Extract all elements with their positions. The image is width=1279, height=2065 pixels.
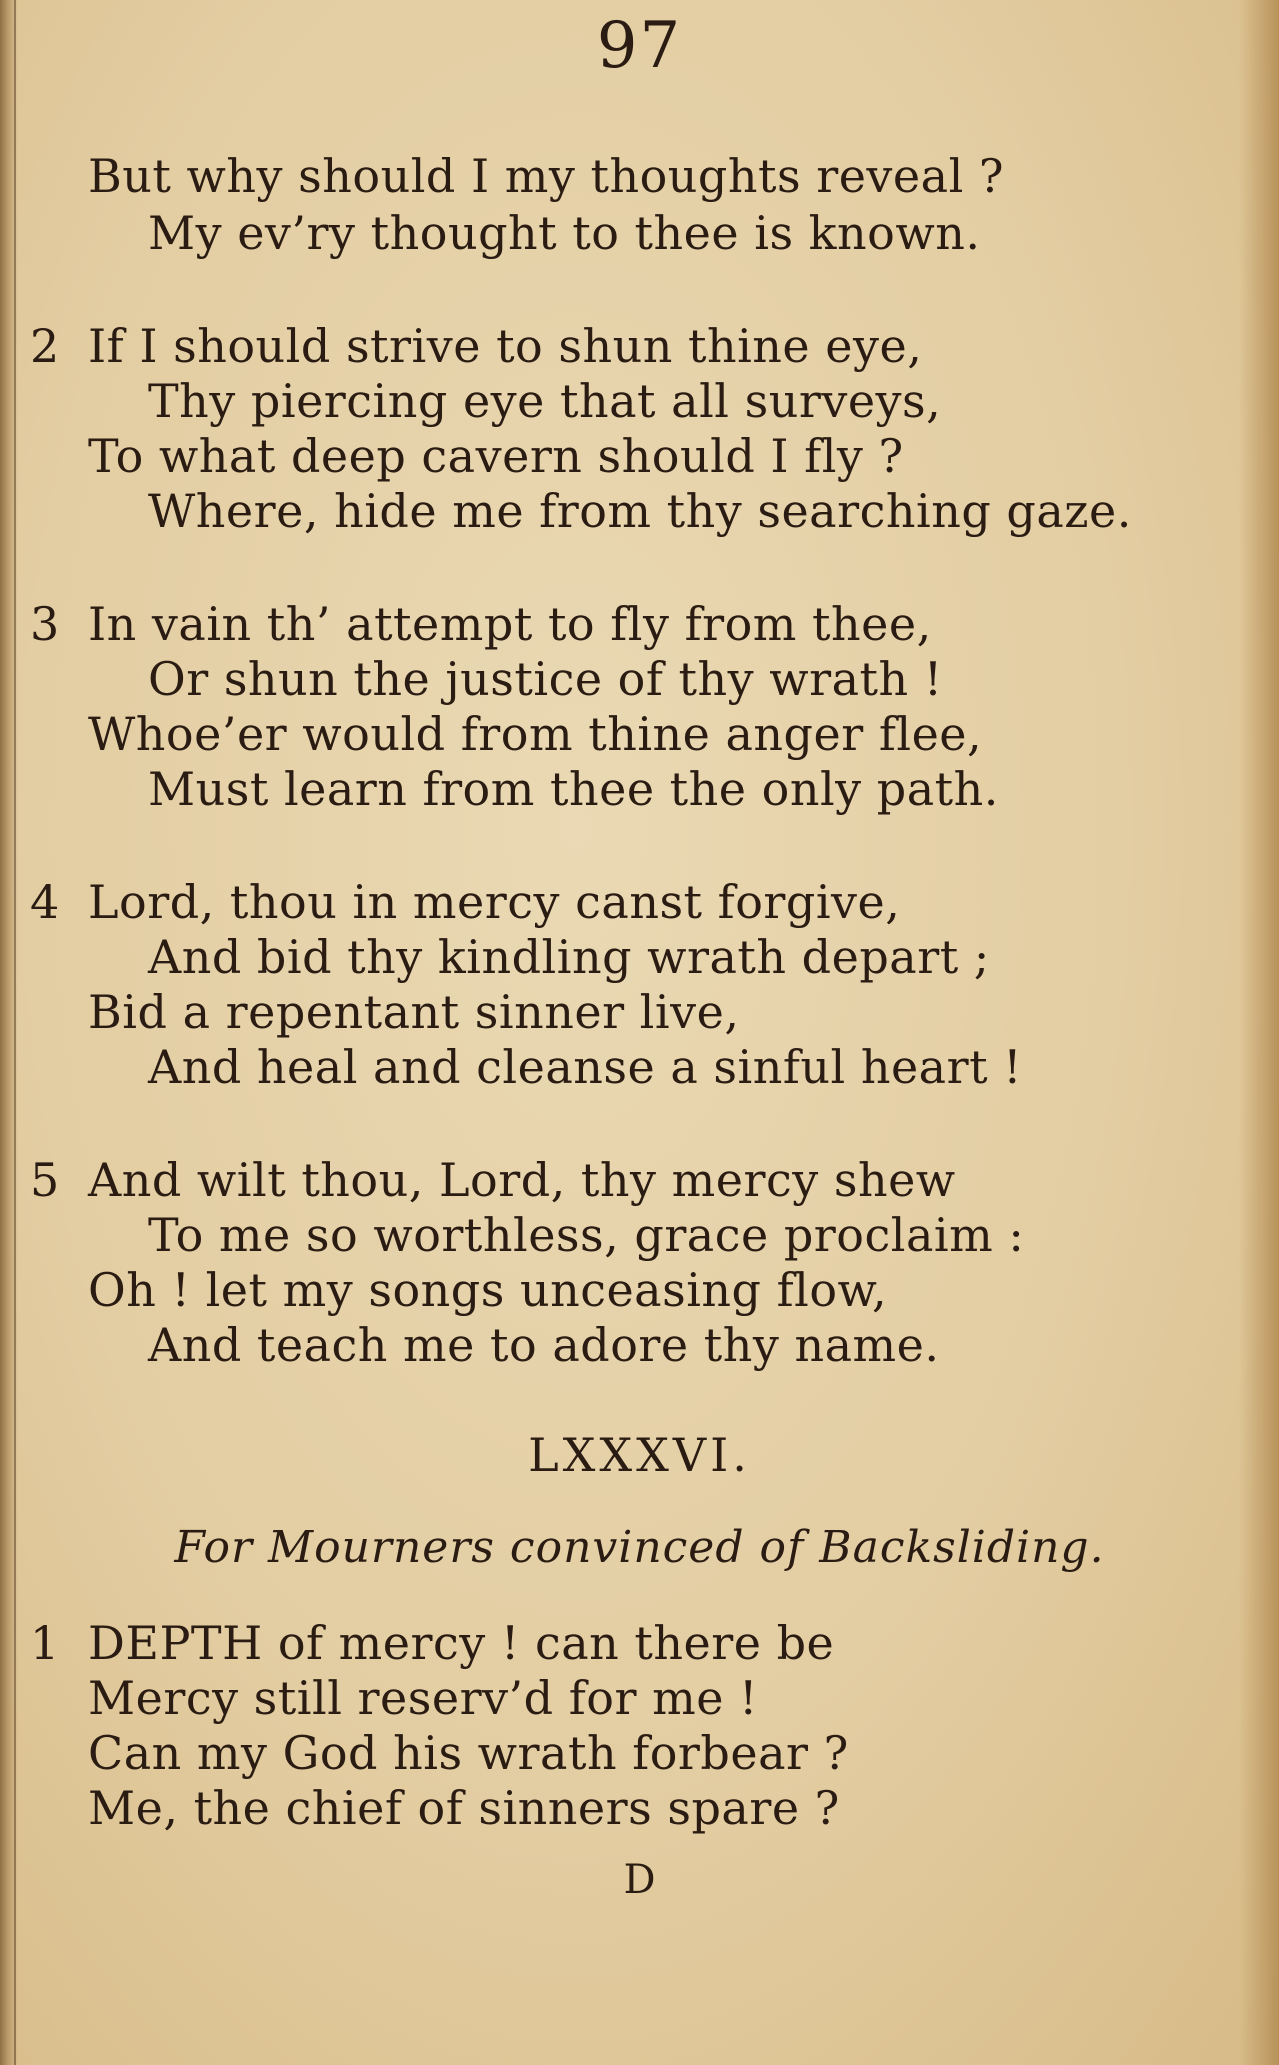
hymn-line: Whoe’er would from thine anger flee, bbox=[88, 707, 983, 761]
page-edge-shadow-right bbox=[1239, 0, 1279, 2065]
hymn-line: Where, hide me from thy searching gaze. bbox=[148, 484, 1132, 538]
binding-line bbox=[14, 0, 16, 2065]
hymn-line: Mercy still reserv’d for me ! bbox=[88, 1671, 759, 1725]
stanza-number: 5 bbox=[30, 1153, 60, 1207]
hymn-line: Must learn from thee the only path. bbox=[148, 762, 999, 816]
hymn-line: Me, the chief of sinners spare ? bbox=[88, 1781, 840, 1835]
hymn-line: Lord, thou in mercy canst forgive, bbox=[88, 875, 901, 929]
hymn-line: DEPTH of mercy ! can there be bbox=[88, 1616, 835, 1670]
signature-mark: D bbox=[623, 1857, 656, 1903]
stanza-number: 3 bbox=[30, 597, 60, 651]
hymn-line: Thy piercing eye that all surveys, bbox=[148, 374, 942, 428]
stanza-number: 1 bbox=[30, 1616, 60, 1670]
hymn-line: And teach me to adore thy name. bbox=[148, 1318, 940, 1372]
hymn-line: Or shun the justice of thy wrath ! bbox=[148, 652, 943, 706]
page-number: 97 bbox=[596, 9, 683, 83]
hymn-line: Bid a repentant sinner live, bbox=[88, 985, 740, 1039]
hymn-line: And heal and cleanse a sinful heart ! bbox=[148, 1040, 1023, 1094]
hymn-line: If I should strive to shun thine eye, bbox=[88, 319, 923, 373]
hymn-line: Can my God his wrath forbear ? bbox=[88, 1726, 849, 1780]
hymn-line: My ev’ry thought to thee is known. bbox=[148, 206, 981, 260]
hymn-title: For Mourners convinced of Backsliding. bbox=[174, 1522, 1105, 1573]
hymn-line: But why should I my thoughts reveal ? bbox=[88, 149, 1005, 203]
hymn-line: In vain th’ attempt to fly from thee, bbox=[88, 597, 932, 651]
hymn-line: And wilt thou, Lord, thy mercy shew bbox=[88, 1153, 956, 1207]
hymn-line: Oh ! let my songs unceasing flow, bbox=[88, 1263, 888, 1317]
hymn-line: To what deep cavern should I fly ? bbox=[88, 429, 904, 483]
stanza-number: 2 bbox=[30, 319, 60, 373]
hymn-number: LXXXVI. bbox=[528, 1428, 751, 1482]
hymn-line: And bid thy kindling wrath depart ; bbox=[148, 930, 990, 984]
hymn-line: To me so worthless, grace proclaim : bbox=[148, 1208, 1025, 1262]
stanza-number: 4 bbox=[30, 875, 60, 929]
